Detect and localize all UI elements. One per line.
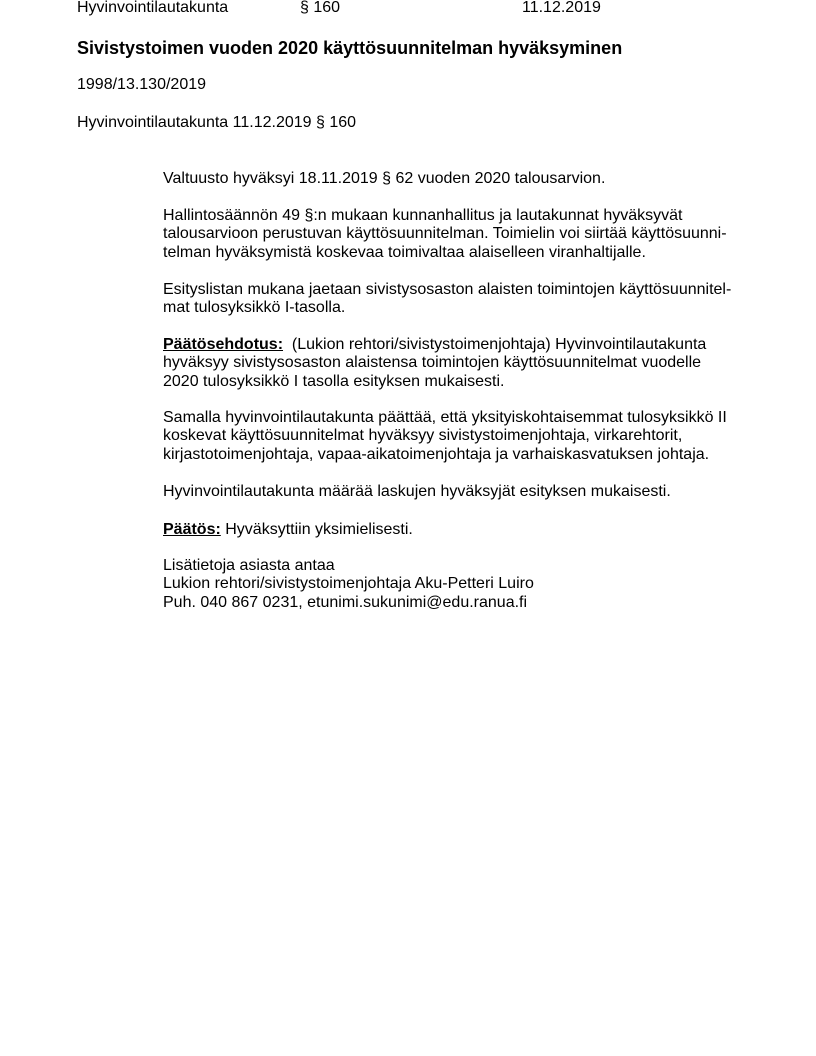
header-body-name: Hyvinvointilautakunta [77,0,229,16]
paragraph-decision-proposal [163,336,706,391]
text-line: mat tulosyksikkö I-tasolla. [163,299,346,317]
text-line: telman hyväksymistä koskevaa toimivaltaa alaiselleen viranhaltijalle. [163,243,646,261]
text-line: talousarvioon perustuvan käyttösuunnitelman. Toimielin voi siirtää käyttösuunni- [163,225,727,243]
paragraph-delegation [163,409,727,464]
text-line: (Lukion rehtori/sivistystoimenjohtaja) Hyvinvointilautakunta [291,336,707,353]
text-line: Lukion rehtori/sivistystoimenjohtaja Aku-Petteri Luiro [163,575,534,593]
paragraph-budget-approval [163,170,605,188]
paragraph-contact-info [163,557,534,612]
text-line: Samalla hyvinvointilautakunta päättää, että yksityiskohtaisemmat tulosyksikkö II [163,409,727,426]
decision-label: Päätös: [163,521,221,538]
text-line: 2020 tulosyksikkö I tasolla esityksen mukaisesti. [163,372,505,390]
decision-text: Hyväksyttiin yksimielisesti. [225,521,413,538]
paragraph-decision [163,521,413,539]
proposal-label: Päätösehdotus: [163,336,284,353]
record-id: 1998/13.130/2019 [77,76,207,93]
paragraph-administrative-rule [163,207,727,262]
header-date: 11.12.2019 [522,0,601,16]
paragraph-invoice-approvers [163,483,671,501]
text-line: hyväksyy sivistysosaston alaistensa toimintojen käyttösuunnitelmat vuodelle [163,354,702,372]
document-title: Sivistystoimen vuoden 2020 käyttösuunnitelman hyväksyminen [77,38,623,58]
text-line: Hyvinvointilautakunta määrää laskujen hyväksyjät esityksen mukaisesti. [163,483,671,500]
text-line: Puh. 040 867 0231, etunimi.sukunimi@edu.ranua.fi [163,593,528,611]
text-line: koskevat käyttösuunnitelmat hyväksyy sivistystoimenjohtaja, virkarehtorit, [163,427,683,445]
paragraph-agenda-attachment [163,281,731,318]
text-line: Hallintosäännön 49 §:n mukaan kunnanhallitus ja lautakunnat hyväksyvät [163,207,683,224]
text-line: Esityslistan mukana jaetaan sivistysosaston alaisten toimintojen käyttösuunnitel- [163,281,732,298]
meeting-reference: Hyvinvointilautakunta 11.12.2019 § 160 [77,114,357,131]
text-line: Lisätietoja asiasta antaa [163,557,335,574]
text-line: kirjastotoimenjohtaja, vapaa-aikatoimenjohtaja ja varhaiskasvatuksen johtaja. [163,445,710,463]
text-line: Valtuusto hyväksyi 18.11.2019 § 62 vuoden 2020 talousarvion. [163,170,606,187]
header-section: § 160 [300,0,341,16]
